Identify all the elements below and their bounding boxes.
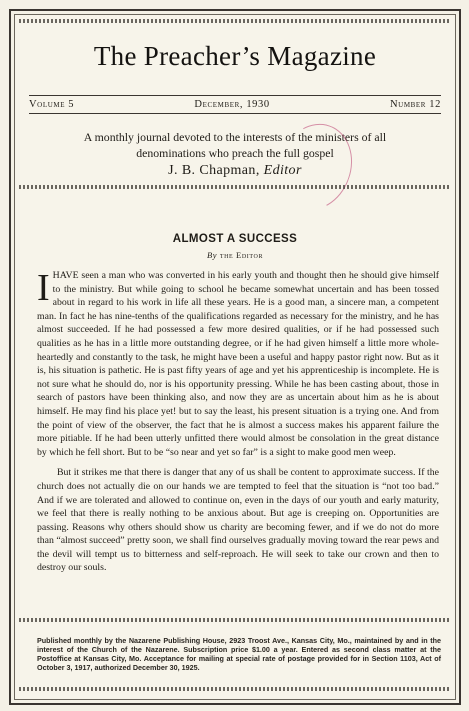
footer-ornament-rule (19, 618, 451, 622)
subtitle-line-2: denominations who preach the full gospel (136, 146, 334, 160)
editor-role: Editor (263, 163, 302, 178)
article-body (37, 269, 439, 575)
editor-credit (11, 163, 459, 179)
magazine-title: The Preacher’s Magazine (93, 41, 377, 71)
issue-number: Number 12 (389, 99, 441, 110)
issue-date: December, 1930 (194, 99, 270, 110)
volume-label: Volume 5 (29, 99, 75, 110)
byline-prefix: By (206, 250, 218, 260)
paragraph-1 (37, 269, 439, 459)
drop-cap: I (37, 267, 50, 309)
paragraph-1-text: HAVE seen a man who was converted in his early youth and thought then he should give himself to the ministry. But while going to school he became somewhat uncertain and has been tossed about in regard to his work in life all these years. He is a good man, a sincere man, a competent man. In fact he has nine-tenths of the qualifications regarded as necessary for the ministry, and he has almost succeeded. If he had possessed a few more desired qualities, or if he had possessed such qualities as he has in a little more outstanding degree, or if he had given himself a little more whole-heartedly and constantly to the task, he might have been a useful and happy pastor right now. But as it is, his situation is pathetic. He is past fifty years of age and yet his apprenticeship is incomplete. He is not sure what he should do, nor is his opportunity pressing. While he has been casting about, those in search of pastors have been thinking also, and now they are as uncertain about him as he is about himself. He may find his place yet! but to say the least, his present situation is a trying one. And from the point of view of the observer, the fact that he is almost a success makes his apparent failure the more pitiable. If he had been utterly unfitted there would almost be consolation in the great distance by which he fell short. But to be “so near and yet so far” is a sight to make good men weep. (37, 270, 439, 458)
article-title: ALMOST A SUCCESS (172, 233, 298, 245)
top-ornament-border (19, 19, 451, 23)
editor-name: J. B. Chapman, (168, 163, 260, 178)
byline-author: the Editor (219, 250, 264, 260)
paragraph-2: But it strikes me that there is danger that any of us shall be content to approximate success. If the church does not actually die on our hands we are tempted to feel that the situation is “not too bad.” And if we are tolerated and allowed to continue on, even in the days of our youth and early maturity, we feel that there is really nothing to be anxious about. But age is creeping on. Opportunities are passing. Reasons why others should show us charity are becoming fewer, and if we do not do more than “almost succeed” pretty soon, we shall find ourselves gradually moving toward the rear pews and the devil will tempt us to bitterness and self-reproach. He will seek to take our crown and then to destroy our souls. (37, 467, 439, 574)
publication-footer: Published monthly by the Nazarene Publishing House, 2923 Troost Ave., Kansas City, Mo., maintained by and in the interest of the Church of the Nazarene. Subscription price $1.00 a year. Entered as second class matter at the Postoffice at Kansas City, Mo. Acceptance for mailing at special rate of postage provided for in Section 1103, Act of October 3, 1917, authorized December 30, 1925. (37, 636, 441, 672)
issue-bar (29, 95, 441, 114)
bottom-ornament-border (19, 687, 451, 691)
header-ornament-rule (19, 185, 451, 189)
magazine-subtitle (35, 129, 435, 161)
article-byline (11, 250, 459, 260)
subtitle-line-1: A monthly journal devoted to the interests of the ministers of all (83, 130, 387, 144)
page-frame (9, 9, 461, 705)
